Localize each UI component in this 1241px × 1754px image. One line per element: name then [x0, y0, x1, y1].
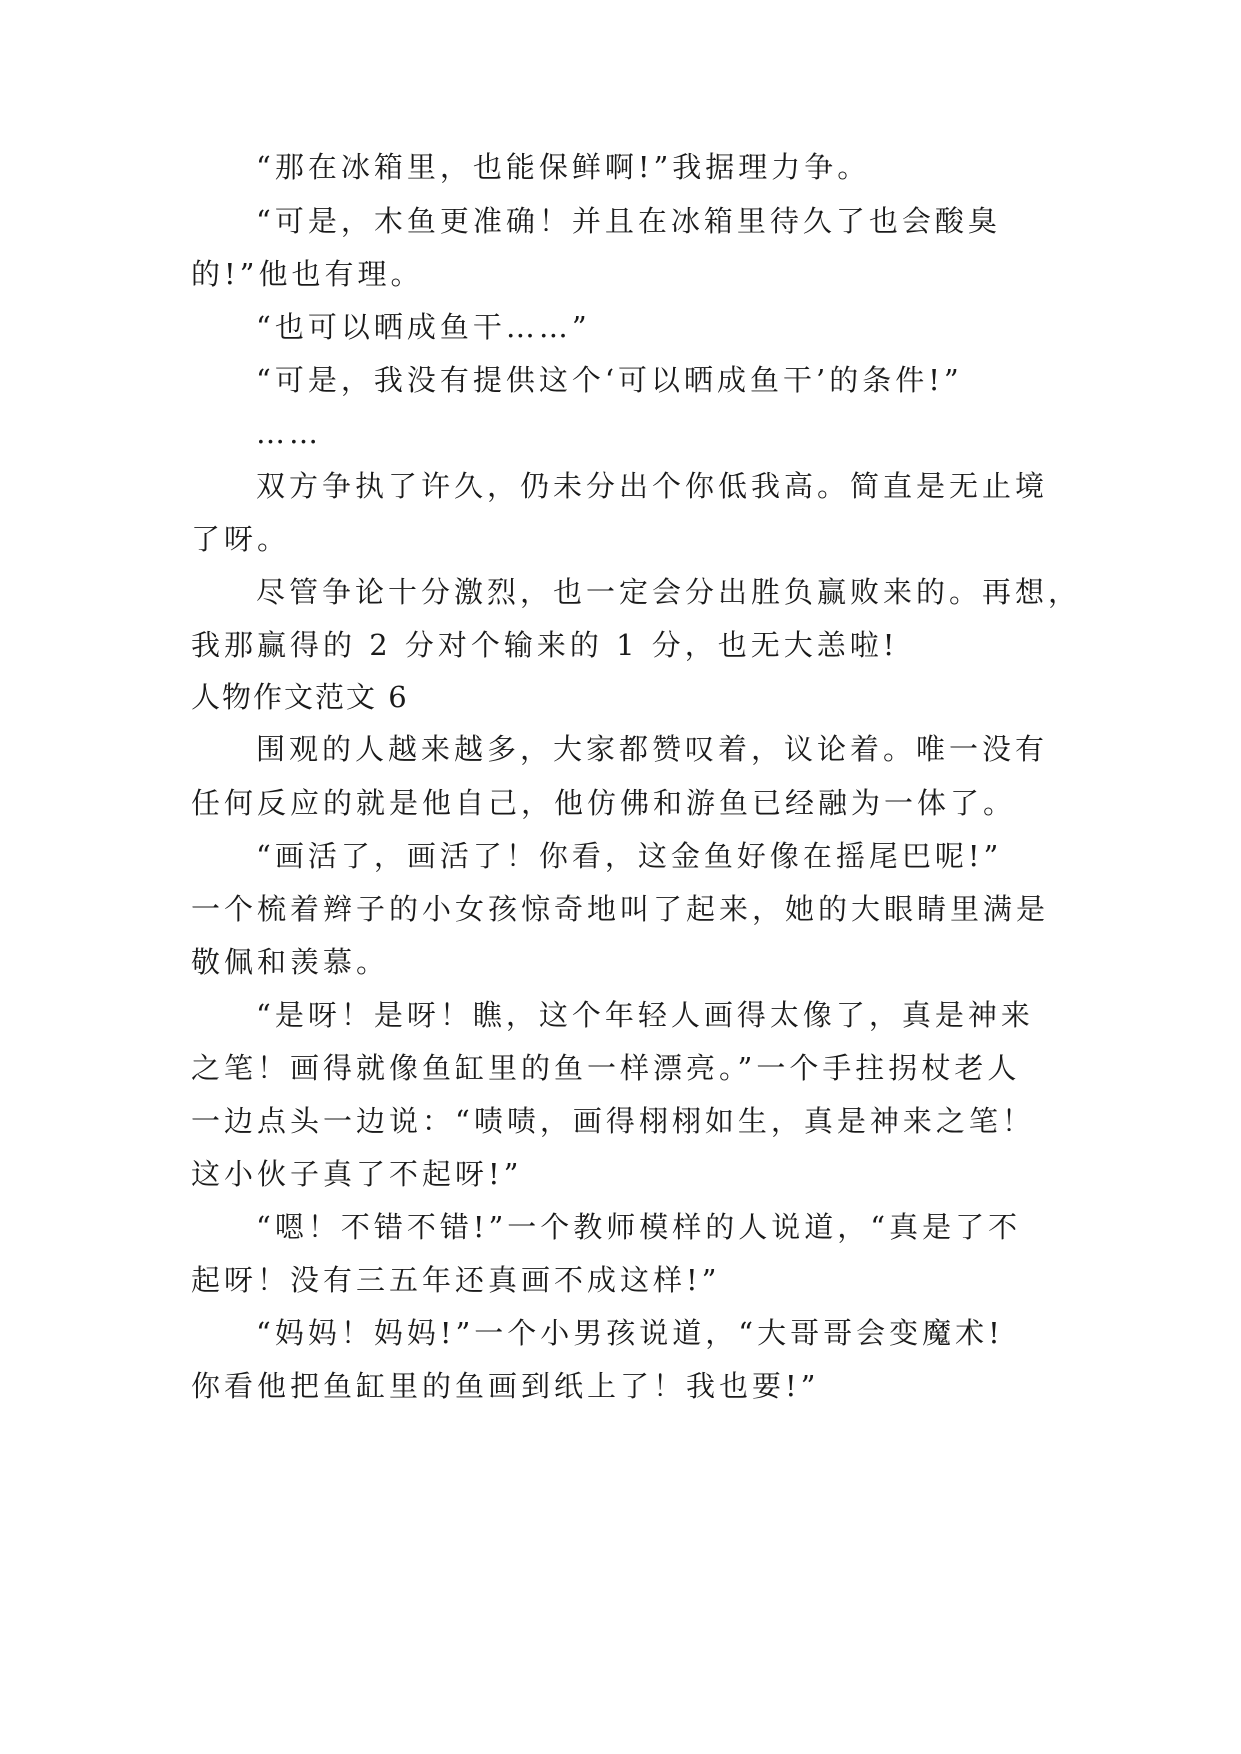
text-line: “是呀！是呀！瞧，这个年轻人画得太像了，真是神来	[256, 998, 1034, 1032]
text-line: “妈妈！妈妈!”一个小男孩说道，“大哥哥会变魔术!	[256, 1316, 1004, 1350]
section-heading: 人物作文范文 6	[191, 680, 409, 714]
text-line: 任何反应的就是他自己，他仿佛和游鱼已经融为一体了。	[191, 786, 1017, 820]
text-line: “可是，我没有提供这个‘可以晒成鱼干’的条件!”	[256, 363, 963, 397]
text-line: 敬佩和羡慕。	[191, 945, 390, 979]
text-line: 一边点头一边说：“啧啧，画得栩栩如生，真是神来之笔！	[191, 1104, 1035, 1138]
text-line: 双方争执了许久，仍未分出个你低我高。简直是无止境	[256, 469, 1049, 503]
text-line: 一个梳着辫子的小女孩惊奇地叫了起来，她的大眼睛里满是	[191, 892, 1050, 926]
text-line: “画活了，画活了！你看，这金鱼好像在摇尾巴呢!”	[256, 839, 1003, 873]
text-line: “那在冰箱里，也能保鲜啊!”我据理力争。	[256, 150, 871, 184]
text-line: “可是，木鱼更准确！并且在冰箱里待久了也会酸臭	[256, 204, 1001, 238]
text-line: ……	[256, 416, 322, 450]
text-line: 围观的人越来越多，大家都赞叹着，议论着。唯一没有	[256, 732, 1049, 766]
text-line: 起呀！没有三五年还真画不成这样!”	[191, 1263, 721, 1297]
text-line: 的!”他也有理。	[191, 257, 424, 291]
text-line: 之笔！画得就像鱼缸里的鱼一样漂亮。”一个手拄拐杖老人	[191, 1051, 1021, 1085]
text-line: 我那赢得的 2 分对个输来的 1 分，也无大恙啦!	[191, 628, 899, 662]
text-line: “也可以晒成鱼干……”	[256, 310, 591, 344]
text-line: “嗯！不错不错!”一个教师模样的人说道，“真是了不	[256, 1210, 1022, 1244]
text-line: 了呀。	[191, 522, 291, 556]
text-line: 你看他把鱼缸里的鱼画到纸上了！我也要!”	[191, 1369, 820, 1403]
text-line: 尽管争论十分激烈，也一定会分出胜负赢败来的。再想，	[256, 575, 1082, 609]
text-line: 这小伙子真了不起呀!”	[191, 1157, 523, 1191]
